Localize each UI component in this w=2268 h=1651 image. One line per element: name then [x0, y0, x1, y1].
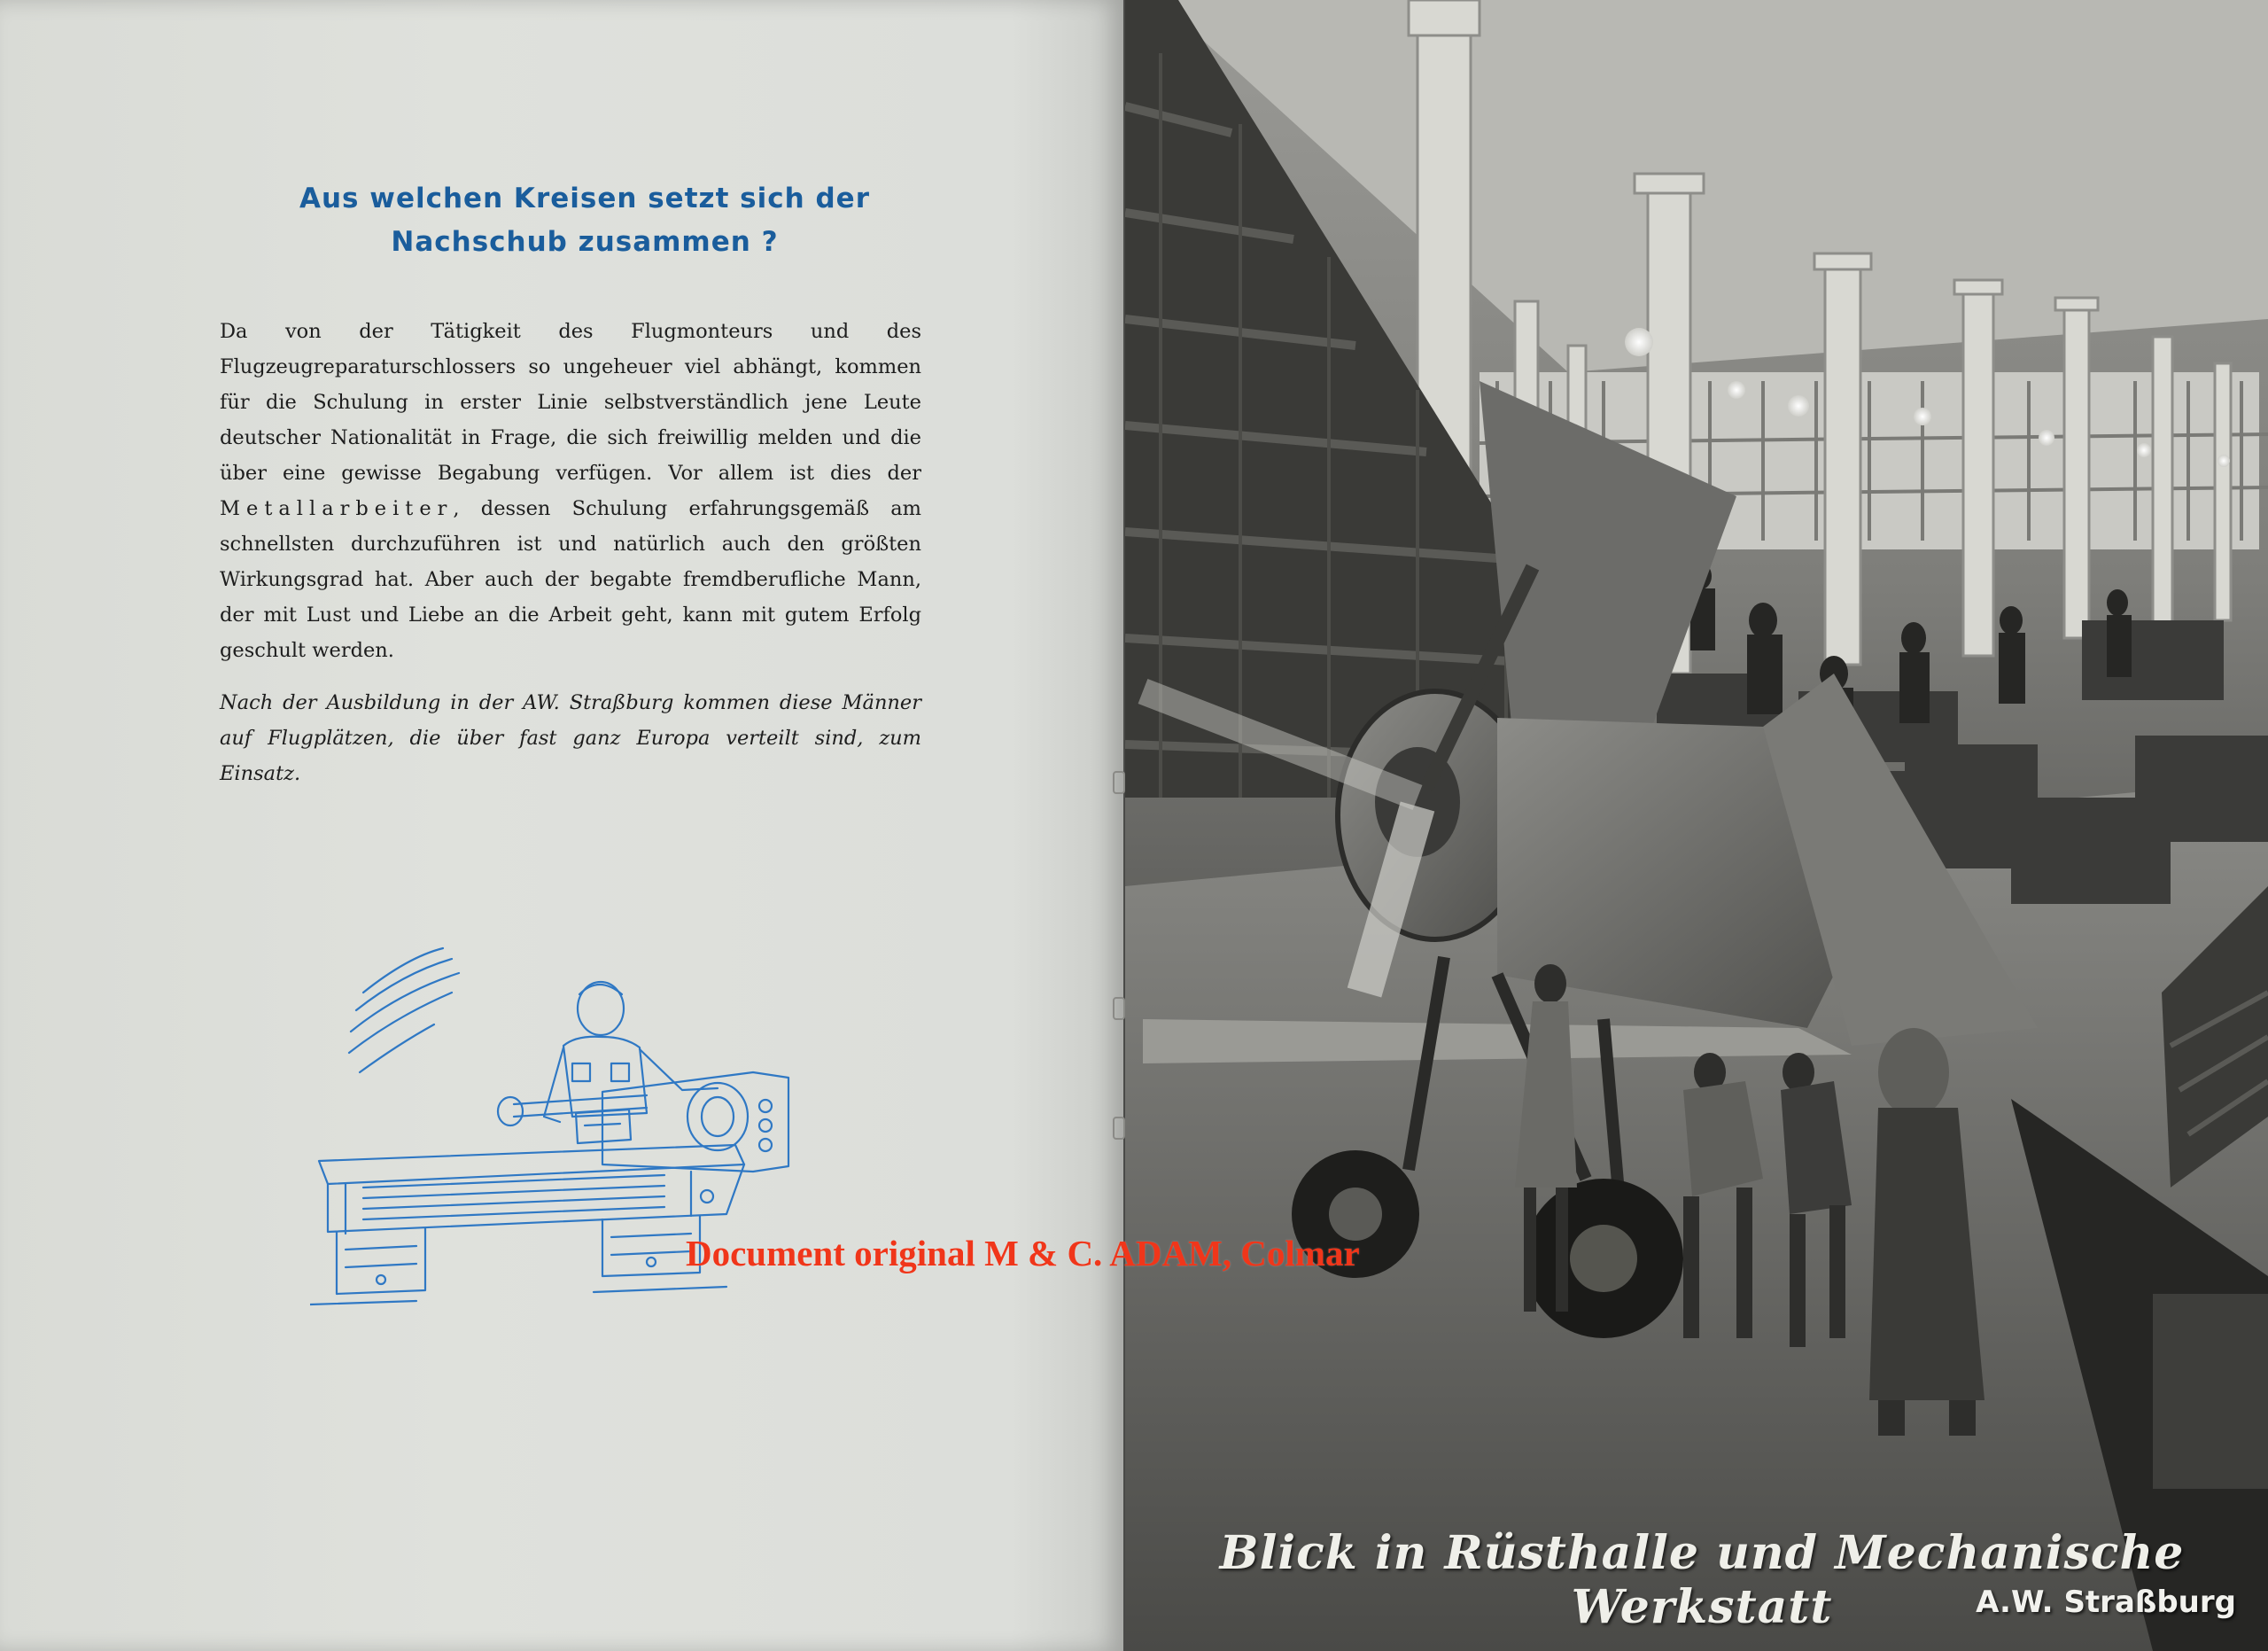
- right-page-photo: [1125, 0, 2268, 1651]
- left-page: [0, 0, 1123, 1651]
- binding-staple-top: [1113, 771, 1125, 794]
- photo-place-label: A.W. Straßburg: [1976, 1585, 2236, 1620]
- body-text-emphasis: Metallarbeiter: [220, 497, 454, 520]
- binding-staple-bottom: [1113, 1117, 1125, 1140]
- photo-caption: Blick in Rüsthalle und Mechanische Werkstatt: [1219, 1526, 2185, 1634]
- italic-paragraph: Nach der Ausbildung in der AW. Straßburg kommen diese Männer auf Flugplätzen, die über fast ganz Europa verteilt sind, zum Einsatz.: [220, 691, 921, 785]
- body-text-part-1: Da von der Tätigkeit des Flugmonteurs und des Flugzeugreparaturschlossers so ungeheuer viel abhängt, kommen für die Schulung in erster Linie selbstverständlich jene Leute deutscher Nationalität in Frage, die sich freiwillig melden und die über eine gewisse Begabung verfügen. Vor allem ist dies der: [220, 320, 921, 485]
- body-paragraph: [220, 314, 921, 668]
- watermark-text: Document original M & C. ADAM, Colmar: [686, 1233, 1360, 1273]
- binding-staple-middle: [1113, 997, 1125, 1020]
- workshop-photograph: [1125, 0, 2268, 1651]
- heading-line-2: Nachschub zusammen ?: [391, 226, 779, 258]
- body-text-part-2: , dessen Schulung erfahrungsgemäß am schnellsten durchzuführen ist und natürlich auch den größten Wirkungsgrad hat. Aber auch der begabte fremdberufliche Mann, der mit Lust und Liebe an die Arbeit geht, kann mit gutem Erfolg geschult werden.: [220, 497, 921, 662]
- page-heading: [195, 177, 975, 264]
- heading-line-1: Aus welchen Kreisen setzt sich der: [299, 183, 870, 214]
